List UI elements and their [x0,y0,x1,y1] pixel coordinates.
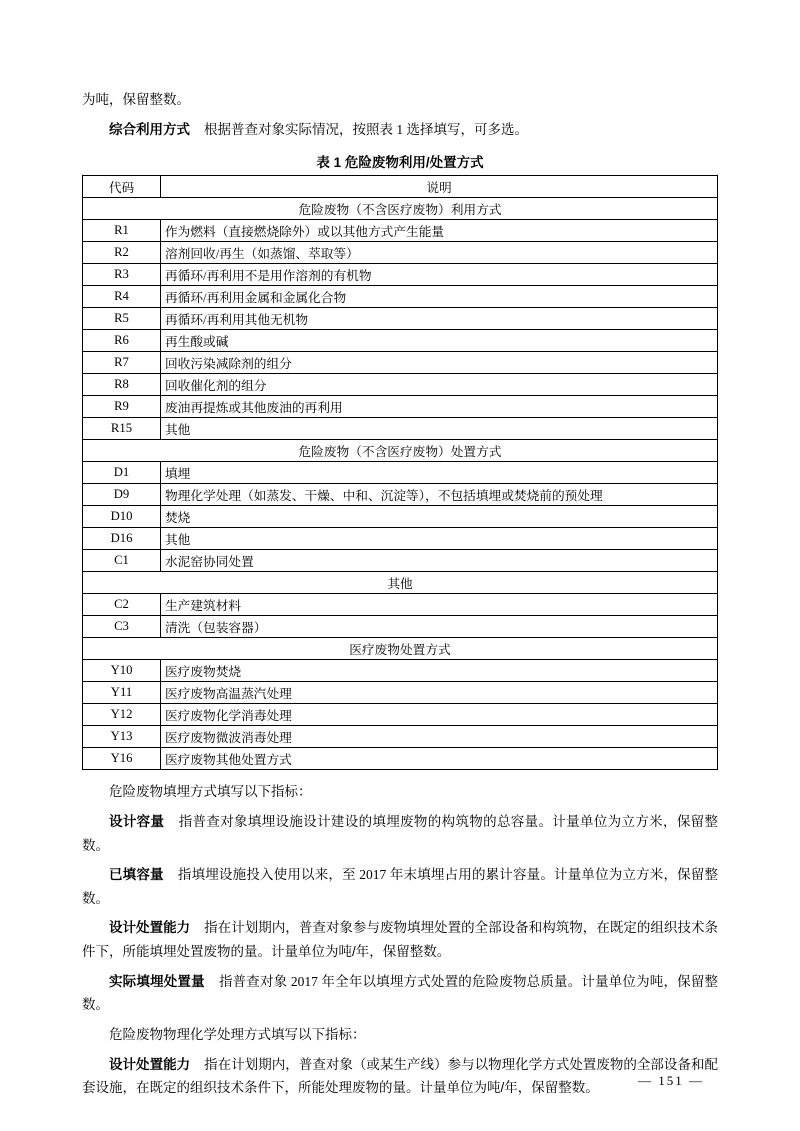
row-desc: 焚烧 [161,506,718,528]
table-header-code: 代码 [83,176,161,198]
table-header-row [83,176,718,198]
row-desc: 再循环/再利用金属和金属化合物 [161,286,718,308]
row-desc: 再循环/再利用不是用作溶剂的有机物 [161,264,718,286]
table-row [83,484,718,506]
row-desc: 废油再提炼或其他废油的再利用 [161,396,718,418]
row-code: C2 [83,594,161,616]
table-row [83,242,718,264]
row-desc: 回收催化剂的组分 [161,374,718,396]
term-label: 综合利用方式 [109,121,190,137]
row-code: D9 [83,484,161,506]
section-label: 危险废物（不含医疗废物）利用方式 [83,198,718,220]
table-section-row [83,198,718,220]
row-code: Y12 [83,704,161,726]
landfill-item [82,863,718,910]
section-label: 其他 [83,572,718,594]
row-code: Y11 [83,682,161,704]
row-desc: 医疗废物其他处置方式 [161,748,718,770]
row-desc: 再循环/再利用其他无机物 [161,308,718,330]
table-row [83,462,718,484]
row-desc: 物理化学处理（如蒸发、干燥、中和、沉淀等），不包括填埋或焚烧前的预处理 [161,484,718,506]
row-code: R7 [83,352,161,374]
table-row [83,352,718,374]
row-desc: 生产建筑材料 [161,594,718,616]
row-desc: 作为燃料（直接燃烧除外）或以其他方式产生能量 [161,220,718,242]
row-desc: 其他 [161,528,718,550]
physchem-lead: 危险废物物理化学处理方式填写以下指标： [109,1026,366,1042]
table-header-desc: 说明 [161,176,718,198]
landfill-section [82,780,718,1100]
term-text: 根据普查对象实际情况，按照表 1 选择填写，可多选。 [204,121,528,137]
term-label: 设计容量 [109,813,165,829]
term-text: 指普查对象 2017 年全年以填埋方式处置的危险废物总质量。计量单位为吨，保留整数。 [82,973,719,1013]
row-code: R15 [83,418,161,440]
row-code: R5 [83,308,161,330]
table-row [83,704,718,726]
row-desc: 水泥窑协同处置 [161,550,718,572]
row-desc: 医疗废物焚烧 [161,660,718,682]
row-code: R4 [83,286,161,308]
table-row [83,396,718,418]
table-row [83,594,718,616]
footer-right-dash: — [689,1073,704,1088]
table-row [83,220,718,242]
row-code: D16 [83,528,161,550]
term-text: 指在计划期内，普查对象（或某生产线）参与以物理化学方式处置废物的全部设备和配套设施，在既定的组织技术条件下，所能处理废物的量。计量单位为吨/年，保留整数。 [82,1056,719,1096]
term-label: 已填容量 [109,867,164,883]
row-code: Y13 [83,726,161,748]
row-code: R6 [83,330,161,352]
waste-code-table [82,175,718,770]
row-code: R8 [83,374,161,396]
table-row [83,616,718,638]
table-row [83,330,718,352]
term-text: 指在计划期内，普查对象参与废物填埋处置的全部设备和构筑物，在既定的组织技术条件下，所能填埋处置废物的量。计量单位为吨/年，保留整数。 [82,920,719,959]
table-row [83,726,718,748]
table-row [83,374,718,396]
landfill-item [82,916,718,963]
row-code: Y10 [83,660,161,682]
table-title: 表 1 危险废物利用/处置方式 [316,155,484,171]
row-desc: 清洗（包装容器） [161,616,718,638]
table-row [83,308,718,330]
table-section-row [83,440,718,462]
table-section-row [83,638,718,660]
table-row [83,264,718,286]
row-code: R1 [83,220,161,242]
row-code: C1 [83,550,161,572]
page-footer [0,1073,800,1089]
table-row [83,660,718,682]
table-row [83,506,718,528]
term-text: 指普查对象填埋设施设计建设的填埋废物的构筑物的总容量。计量单位为立方米，保留整数。 [82,813,719,853]
landfill-item [82,970,718,1017]
intro-line: 为吨，保留整数。 [82,92,190,107]
row-desc: 医疗废物化学消毒处理 [161,704,718,726]
row-desc: 医疗废物高温蒸汽处理 [161,682,718,704]
table-row [83,286,718,308]
row-desc: 其他 [161,418,718,440]
row-desc: 再生酸或碱 [161,330,718,352]
row-desc: 回收污染减除剂的组分 [161,352,718,374]
row-code: R3 [83,264,161,286]
table-row [83,550,718,572]
comprehensive-utilization-paragraph [82,118,718,142]
row-desc: 溶剂回收/再生（如蒸馏、萃取等） [161,242,718,264]
row-code: R2 [83,242,161,264]
row-code: Y16 [83,748,161,770]
term-text: 指填埋设施投入使用以来，至 2017 年末填埋占用的累计容量。计量单位为立方米，保留整数。 [82,867,719,906]
term-label: 设计处置能力 [109,920,191,936]
section-label: 危险废物（不含医疗废物）处置方式 [83,440,718,462]
term-label: 实际填埋处置量 [109,973,205,989]
row-desc: 填埋 [161,462,718,484]
landfill-lead: 危险废物填埋方式填写以下指标： [109,784,312,800]
landfill-item [82,810,718,857]
row-code: D10 [83,506,161,528]
term-label: 设计处置能力 [109,1056,191,1072]
table-body [83,198,718,770]
table-row [83,748,718,770]
row-desc: 医疗废物微波消毒处理 [161,726,718,748]
table-row [83,418,718,440]
page-number: 151 [658,1073,684,1088]
row-code: D1 [83,462,161,484]
row-code: C3 [83,616,161,638]
table-section-row [83,572,718,594]
row-code: R9 [83,396,161,418]
table-row [83,682,718,704]
footer-left-dash: — [638,1073,653,1088]
table-row [83,528,718,550]
section-label: 医疗废物处置方式 [83,638,718,660]
